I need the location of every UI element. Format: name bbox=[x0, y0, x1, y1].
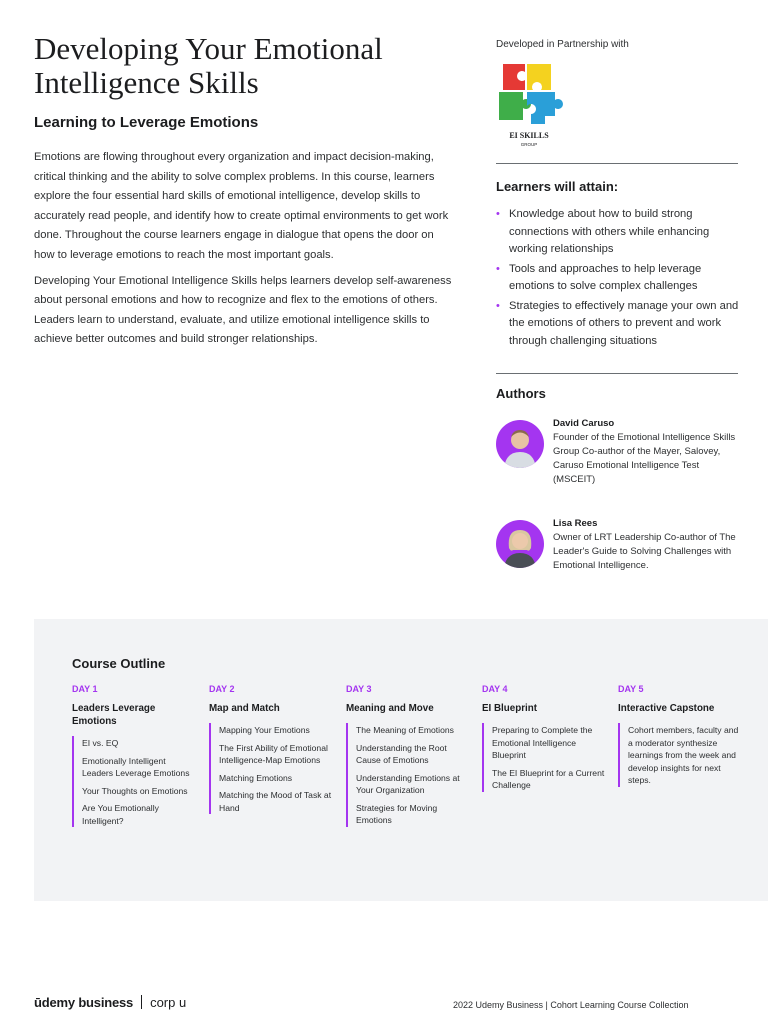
topic-list bbox=[72, 736, 198, 827]
divider bbox=[496, 373, 738, 374]
day-label: DAY 2 bbox=[209, 684, 235, 694]
topic-item: The EI Blueprint for a Current Challenge bbox=[492, 767, 605, 790]
author-name: Lisa Rees bbox=[553, 518, 598, 529]
topic-item: Cohort members, faculty and a moderator synthesize learnings from the week and develop insights for next steps. bbox=[628, 725, 739, 785]
bullet-icon: • bbox=[496, 208, 500, 220]
day-column-4 bbox=[482, 684, 608, 797]
topic-item: Matching Emotions bbox=[219, 772, 293, 783]
author-name: David Caruso bbox=[553, 418, 615, 429]
day-title: Interactive Capstone bbox=[618, 703, 715, 714]
topic-item: Mapping Your Emotions bbox=[219, 725, 310, 735]
author-desc: Founder of the Emotional Intelligence Skills Group Co-author of the Mayer, Salovey, Caruso Emotional Intelligence Test (MSCEIT) bbox=[553, 432, 736, 485]
day-title: Leaders Leverage Emotions bbox=[72, 703, 156, 727]
attain-item-text: Knowledge about how to build strong connections with others while enhancing working relationships bbox=[509, 208, 710, 255]
day-column-1 bbox=[72, 684, 198, 832]
intro-paragraph: Developing Your Emotional Intelligence Skills helps learners develop self-awareness about personal emotions and how to recognize and flex to the emotions of others. Leaders learn to understand, evaluate, and utilize emotional intelligence skills to achieve better outcomes and build stronger relationships. bbox=[34, 274, 452, 346]
day-label: DAY 3 bbox=[346, 684, 372, 694]
bullet-icon: • bbox=[496, 299, 500, 312]
day-column-3 bbox=[346, 684, 472, 832]
bullet-icon: • bbox=[496, 262, 500, 275]
attain-item bbox=[496, 261, 740, 296]
day-column-2 bbox=[209, 684, 335, 819]
attain-item bbox=[496, 206, 740, 259]
topic-item: Emotionally Intelligent Leaders Leverage Emotions bbox=[82, 755, 190, 778]
day-column-5 bbox=[618, 684, 744, 792]
attain-list bbox=[496, 206, 740, 352]
topic-item: Understanding the Root Cause of Emotions bbox=[356, 742, 447, 765]
topic-item: Your Thoughts on Emotions bbox=[82, 785, 188, 796]
topic-item: Understanding Emotions at Your Organization bbox=[356, 772, 460, 795]
corp-u-logo: corp u bbox=[150, 995, 187, 1010]
topic-item: Matching the Mood of Task at Hand bbox=[219, 790, 332, 813]
footer-brand bbox=[34, 995, 186, 1010]
topic-list bbox=[346, 723, 472, 827]
topic-item: The Meaning of Emotions bbox=[356, 725, 454, 735]
logo-name: EI SKILLS bbox=[509, 131, 549, 140]
day-label: DAY 5 bbox=[618, 684, 644, 694]
ei-skills-logo bbox=[493, 56, 565, 148]
day-title: EI Blueprint bbox=[482, 703, 537, 714]
page-subtitle: Learning to Leverage Emotions bbox=[34, 114, 259, 131]
page-title: Developing Your Emotional Intelligence Skills bbox=[34, 31, 383, 100]
outline-title: Course Outline bbox=[72, 656, 166, 671]
topic-item: Are You Emotionally Intelligent? bbox=[82, 803, 159, 826]
divider bbox=[496, 163, 738, 164]
topic-list bbox=[209, 723, 335, 814]
day-title: Map and Match bbox=[209, 703, 280, 714]
attain-title: Learners will attain: bbox=[496, 179, 619, 194]
authors-title: Authors bbox=[496, 386, 546, 401]
topic-item: The First Ability of Emotional Intelligence-Map Emotions bbox=[219, 742, 328, 765]
footer-text: 2022 Udemy Business | Cohort Learning Course Collection bbox=[453, 1000, 689, 1010]
attain-item bbox=[496, 298, 740, 351]
footer-separator bbox=[141, 995, 142, 1009]
avatar bbox=[496, 520, 544, 568]
day-title: Meaning and Move bbox=[346, 703, 434, 714]
logo-sub: GROUP bbox=[520, 142, 538, 147]
intro-paragraph: Emotions are flowing throughout every organization and impact decision-making, critical thinking and the ability to solve complex problems. In this course, learners explore the four essential hard skills of emotional intelligence, develop skills to accurately read people, and identify how to create optimal environments to get work done. Throughout the course learners engage in dialogue that opens the door on how to leverage emotions to reach the most important goals. bbox=[34, 151, 449, 261]
attain-item-text: Tools and approaches to help leverage emotions to solve complex challenges bbox=[509, 262, 702, 292]
intro-text bbox=[34, 148, 454, 356]
day-label: DAY 1 bbox=[72, 684, 98, 694]
topic-item: Preparing to Complete the Emotional Intelligence Blueprint bbox=[492, 725, 593, 760]
topic-list bbox=[482, 723, 608, 792]
day-label: DAY 4 bbox=[482, 684, 508, 694]
topic-item: Strategies for Moving Emotions bbox=[356, 802, 438, 825]
avatar bbox=[496, 420, 544, 468]
topic-list bbox=[618, 723, 744, 787]
topic-item: EI vs. EQ bbox=[82, 738, 119, 748]
attain-item-text: Strategies to effectively manage your own and the emotions of others to prevent and work through challenging situations bbox=[509, 299, 739, 347]
partner-label: Developed in Partnership with bbox=[496, 39, 629, 50]
author-desc: Owner of LRT Leadership Co-author of The Leader's Guide to Solving Challenges with Emotional Intelligence. bbox=[553, 532, 736, 571]
udemy-business-logo: ūdemy business bbox=[34, 995, 134, 1010]
